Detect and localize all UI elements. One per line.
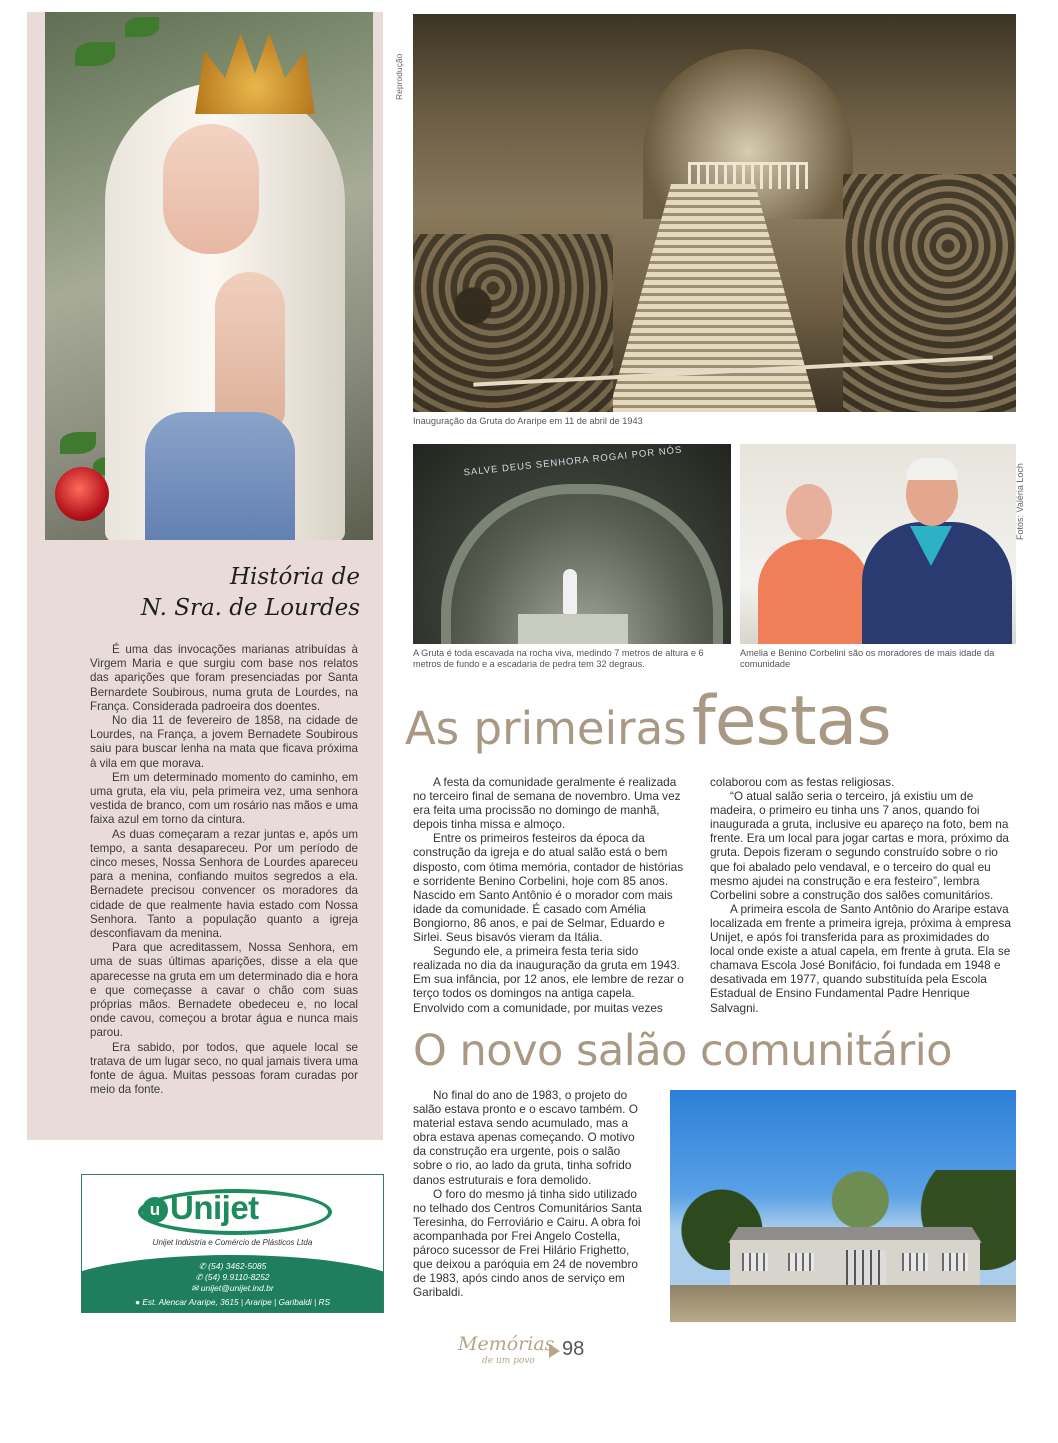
footer-logo: Memórias (458, 1333, 555, 1355)
festas-column-1 (413, 775, 687, 1015)
unijet-logo-text: Unijet (170, 1189, 259, 1226)
salao-paragraph: O foro do mesmo já tinha sido utilizado no telhado dos Centros Comunitários Santa Teresinha, do Ferroviário e Cairu. A obra foi acompanhada por Frei Angelo Costella, pároco sucessor de Frei Hilário Frighetto, que deixou a paróquia em 24 de novembro de 1983, após cindo anos de serviço em Garibaldi. (413, 1186, 642, 1300)
community-hall-photo (670, 1090, 1016, 1322)
salao-paragraph: No final do ano de 1983, o projeto do salão estava pronto e o escavo também. O material estava sendo acumulado, mas a obra estava apenas começando. O motivo da construção era urgente, pois o salão sobre o rio, ao lado da gruta, tinha sofrido danos estruturais e fora demolido. (413, 1088, 638, 1187)
location-pin-icon: ● (134, 1297, 143, 1307)
ad-phone1: (54) 3462-5085 (208, 1261, 267, 1271)
ad-phone2: (54) 9.9110-8252 (204, 1272, 270, 1282)
our-lady-of-lourdes-photo (45, 12, 373, 540)
salao-heading: O novo salão comunitário (413, 1026, 952, 1076)
festas-paragraph: Segundo ele, a primeira festa teria sido realizada no dia da inauguração da gruta em 1943. Em sua infância, por 12 anos, ele lembre de rezar o terço todos os domingos na antiga capela. Envolvido com a comunidade, por muitas vezes (413, 944, 684, 1015)
couple-photo (740, 444, 1016, 644)
festas-column-2 (710, 775, 1016, 1015)
play-arrow-icon (549, 1344, 560, 1358)
sidebar-paragraph: É uma das invocações marianas atribuídas à Virgem Maria e que surgiu com base nos relatos das aparições que foram presenciadas por Santa Bernardete Soubirous, numa gruta de Lourdes, na França. Considerada padroeira dos doentes. (90, 643, 358, 713)
grotto-photo (413, 444, 731, 644)
whatsapp-icon: ✆ (195, 1272, 205, 1282)
festas-paragraph: Entre os primeiros festeiros da época da construção da igreja e do atual salão está o bem disposto, com ótima memória, contador de histórias e sorridente Benino Corbelini, hoje com 85 anos. Nascido em Santo Antônio é o morador com mais idade da comunidade. É casado com Amélia Bongiorno, 86 anos, e pai de Selmar, Eduardo e Sirlei. Seus bisavós vieram da Itália. (413, 831, 684, 945)
festas-paragraph: A festa da comunidade geralmente é realizada no terceiro final de semana de novembro. Uma vez era feita uma procissão no domingo de manhã, depois tinha missa e almoço. (413, 775, 681, 832)
sidebar-paragraph: Para que acreditassem, Nossa Senhora, em uma de suas últimas aparições, disse a ela que aparecesse na gruta em um determinado dia e hora e que começasse a cavar o chão com suas próprias mãos. Bernadete obedeceu e, no local onde cavou, começou a brotar água e nunca mais parou. (90, 941, 358, 1040)
unijet-advertisement[interactable] (81, 1174, 384, 1313)
photo-credit-top: Reprodução (394, 53, 404, 100)
phone-icon: ✆ (198, 1261, 209, 1271)
ad-contacts (82, 1261, 383, 1294)
sidebar-title (110, 562, 360, 624)
red-rose (55, 467, 109, 521)
page-number: 98 (562, 1338, 585, 1360)
ad-email[interactable]: unijet@unijet.ind.br (200, 1283, 274, 1293)
festas-heading-big: festas (691, 682, 891, 761)
photo-credit-couple: Fotos: Valéria Loch (1015, 463, 1025, 540)
festas-paragraph: A primeira escola de Santo Antônio do Araripe estava localizada em frente a primeira igreja, próxima à empresa Unijet, e após foi transferida para as proximidades do local onde existe a atual capela, em frente à gruta. Ela se chamava Escola José Bonifácio, foi fundada em 1948 e desativada em 1977, quando substituída pela Escola Estadual de Ensino Fundamental Padre Henrique Salvagni. (710, 901, 1011, 1015)
festas-heading (405, 682, 891, 761)
sidebar-paragraph: As duas começaram a rezar juntas e, após um tempo, a santa desapareceu. Por um período de cinco meses, Nossa Senhora de Lourdes apareceu para a menina, confiando muitos segredos a ela. Bernadete precisou convencer os moradores da cidade de que realmente havia estado com Nossa Senhora. Tanto a população quanto a igreja desconfiavam da menina. (90, 827, 358, 941)
festas-paragraph: colaborou com as festas religiosas. (710, 775, 895, 789)
grotto-arch-text: SALVE DEUS SENHORA ROGAI POR NÓS (463, 444, 683, 479)
caption-couple: Amelia e Benino Corbelini são os moradores de mais idade da comunidade (740, 648, 995, 669)
festas-paragraph: “O atual salão seria o terceiro, já existiu um de madeira, o primeiro eu tinha uns 7 anos, quando foi inaugurada a gruta, inclusive eu apareço na foto, bem na frente. Era um local para jogar cartas e mora, próximo da gruta. Depois fizeram o segundo construído sobre o rio que foi abalado pelo vendaval, e o terceiro do qual eu mesmo ajudei na construção e era festeiro”, lembra Corbelini sobre a construção dos salões comunitários. (710, 789, 1009, 902)
caption-grotto: A Gruta é toda escavada na rocha viva, medindo 7 metros de altura e 6 metros de fundo e a escadaria de pedra tem 32 degraus. (413, 648, 704, 669)
sidebar-body (90, 643, 358, 1098)
email-icon: ✉ (191, 1283, 201, 1293)
caption-top: Inauguração da Gruta do Araripe em 11 de abril de 1943 (413, 416, 643, 426)
ad-tagline: Unijet Indústria e Comércio de Plásticos Ltda (152, 1238, 313, 1247)
sidebar-paragraph: Em um determinado momento do caminho, em uma gruta, ela viu, pela primeira vez, uma senhora vestida de branco, com um rosário nas mãos e uma faixa azul em torno da cintura. (90, 770, 358, 827)
inauguration-photo (413, 14, 1016, 412)
salao-column (413, 1088, 651, 1299)
sidebar-title-line2: N. Sra. de Lourdes (140, 595, 360, 621)
footer-logo-sub: de um povo (482, 1356, 535, 1366)
unijet-logo-icon: u (142, 1197, 168, 1223)
sidebar-title-line1: História de (229, 564, 360, 590)
ad-address-text: Est. Alencar Araripe, 3615 | Araripe | Garibaldi | RS (142, 1297, 331, 1307)
sidebar-paragraph: Era sabido, por todos, que aquele local se tratava de um lugar seco, no qual jamais tivera uma fonte de água. Muitas pessoas foram curadas por meio da fonte. (90, 1040, 358, 1097)
festas-heading-small: As primeiras (405, 702, 687, 755)
sidebar-paragraph: No dia 11 de fevereiro de 1858, na cidade de Lourdes, na França, a jovem Bernadete Soubirous saiu para buscar lenha na mata que ficava próxima à vila em que morava. (90, 714, 358, 770)
ad-address (82, 1297, 383, 1307)
